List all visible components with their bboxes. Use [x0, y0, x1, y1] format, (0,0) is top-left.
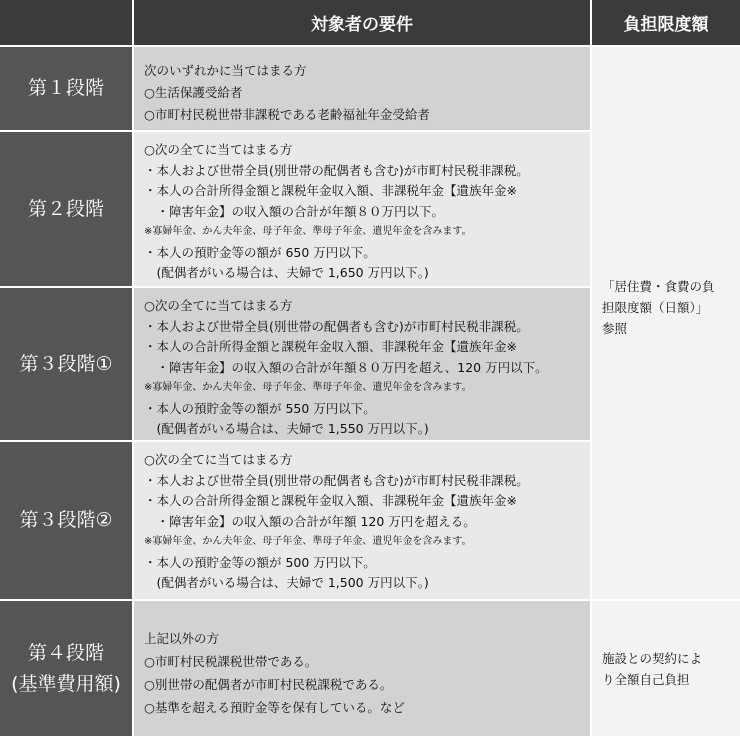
- stage-3-2-label: [0, 442, 132, 599]
- requirement-line: ・本人の預貯金等の額が 550 万円以下。: [144, 400, 376, 416]
- stage-label-line: 第１段階: [27, 77, 104, 100]
- requirement-line: ・本人および世帯全員(別世帯の配偶者も含む)が市町村民税非課税。: [144, 472, 529, 488]
- limit-line: 施設との契約によ: [602, 650, 703, 666]
- limit-line: 参照: [602, 321, 628, 336]
- requirement-note: ※寡婦年金、かん夫年金、母子年金、準母子年金、遺児年金を含みます。: [144, 226, 472, 237]
- header-requirements: 対象者の要件: [134, 0, 590, 45]
- stage-label-line: 第４段階: [27, 642, 104, 665]
- requirement-line: ○次の全てに当てはまる方: [144, 298, 293, 313]
- requirement-line: ・本人および世帯全員(別世帯の配偶者も含む)が市町村民税非課税。: [144, 162, 529, 178]
- requirement-line: ○市町村民税世帯非課税である老齢福祉年金受給者: [144, 107, 430, 122]
- requirement-line: ・本人の預貯金等の額が 650 万円以下。: [144, 244, 376, 260]
- stage-4-label: [0, 601, 132, 736]
- header-corner: [0, 0, 132, 45]
- requirement-line: (配偶者がいる場合は、夫婦で 1,500 万円以下。): [144, 575, 429, 590]
- requirement-line: ・本人の合計所得金額と課税年金収入額、非課税年金【遺族年金※: [144, 183, 517, 198]
- stage-label-line: 第３段階②: [19, 509, 113, 532]
- limit-line: り全額自己負担: [602, 671, 690, 687]
- requirement-line: ・本人の合計所得金額と課税年金収入額、非課税年金【遺族年金※: [144, 339, 517, 354]
- stage-label-line: (基準費用額): [11, 672, 121, 695]
- limit-line: 「居住費・食費の負: [602, 279, 715, 294]
- stage-1-requirements: [134, 47, 590, 130]
- requirement-line: ○市町村民税課税世帯である。: [144, 654, 318, 669]
- stage-4-requirements: [134, 601, 590, 736]
- requirement-line: ・本人および世帯全員(別世帯の配偶者も含む)が市町村民税非課税。: [144, 318, 529, 334]
- stage-label-line: 第２段階: [27, 197, 104, 220]
- limit-line: 担限度額（日額）」: [602, 300, 709, 315]
- header-limit: 負担限度額: [592, 0, 740, 45]
- stage-2-requirements: [134, 132, 590, 286]
- requirement-line: ○次の全てに当てはまる方: [144, 142, 293, 157]
- requirement-line: ・障害年金】の収入額の合計が年額 120 万円を超える。: [144, 513, 476, 529]
- stage-3-1-label: [0, 288, 132, 440]
- stage-label-line: 第３段階①: [19, 352, 113, 375]
- stage-2-label: [0, 132, 132, 286]
- requirement-line: 次のいずれかに当てはまる方: [144, 63, 307, 78]
- requirement-line: ・本人の預貯金等の額が 500 万円以下。: [144, 554, 376, 570]
- requirement-line: ○次の全てに当てはまる方: [144, 452, 293, 467]
- requirement-line: ・本人の合計所得金額と課税年金収入額、非課税年金【遺族年金※: [144, 493, 517, 508]
- stage-1-label: [0, 47, 132, 130]
- requirement-line: ・障害年金】の収入額の合計が年額８０万円を超え、120 万円以下。: [144, 359, 548, 375]
- stage-3-2-requirements: [134, 442, 590, 599]
- requirement-line: (配偶者がいる場合は、夫婦で 1,650 万円以下。): [144, 265, 429, 280]
- requirement-note: ※寡婦年金、かん夫年金、母子年金、準母子年金、遺児年金を含みます。: [144, 536, 472, 547]
- requirement-line: ○別世帯の配偶者が市町村民税課税である。: [144, 677, 393, 692]
- requirement-line: 上記以外の方: [144, 631, 220, 646]
- requirement-line: (配偶者がいる場合は、夫婦で 1,550 万円以下。): [144, 421, 429, 436]
- requirement-line: ○生活保護受給者: [144, 85, 243, 100]
- requirement-line: ○基準を超える預貯金等を保有している。など: [144, 700, 405, 715]
- limit-stage-4: [592, 601, 740, 736]
- limit-stages-1-to-3: [592, 47, 740, 599]
- requirement-line: ・障害年金】の収入額の合計が年額８０万円以下。: [144, 203, 445, 219]
- requirement-note: ※寡婦年金、かん夫年金、母子年金、準母子年金、遺児年金を含みます。: [144, 382, 472, 393]
- stage-3-1-requirements: [134, 288, 590, 440]
